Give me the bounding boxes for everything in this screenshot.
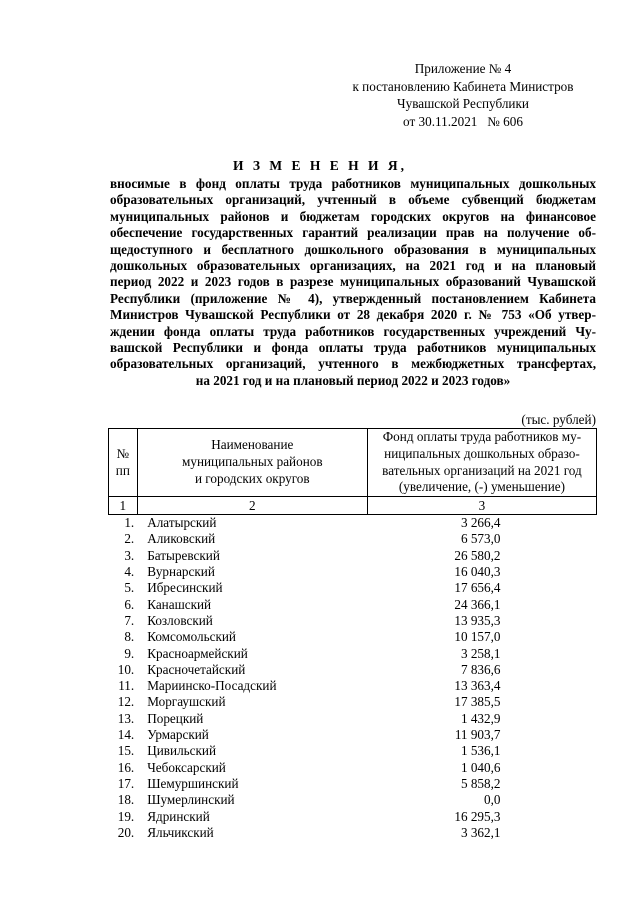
subtitle-line: период 2022 и 2023 годов в разрезе муниципальных образований Чувашской xyxy=(110,274,596,290)
table-row xyxy=(109,792,597,808)
municipality-name: Ядринский xyxy=(147,808,210,824)
municipality-name: Алатырский xyxy=(147,515,217,531)
subtitle-line: ждении фонда оплаты труда работников государственных учреждений Чу- xyxy=(110,323,596,339)
municipality-name: Моргаушский xyxy=(147,694,226,710)
municipality-name: Вурнарский xyxy=(147,564,215,580)
row-number: 4. xyxy=(124,564,135,580)
table-row xyxy=(109,548,597,564)
row-number: 15. xyxy=(117,743,135,759)
subtitle-line: вносимые в фонд оплаты труда работников муниципальных дошкольных xyxy=(110,176,596,191)
table-row xyxy=(109,727,597,743)
payroll-change-value: 3 258,1 xyxy=(460,645,501,661)
unit-label: (тыс. рублей) xyxy=(521,412,596,427)
payroll-change-value: 1 536,1 xyxy=(460,743,501,759)
column-index: 1 xyxy=(109,497,138,515)
subtitle-line: образовательных организаций, учтенный в объеме субвенций бюджетам xyxy=(110,192,596,208)
subtitle-line: на 2021 год и на плановый период 2022 и 2023 годов» xyxy=(195,372,511,388)
document-subtitle xyxy=(110,176,596,389)
municipality-name: Комсомольский xyxy=(147,629,236,645)
table-row xyxy=(109,694,597,710)
subtitle-line: Республики (приложение № 4), утвержденный постановлением Кабинета xyxy=(110,290,596,306)
table-row xyxy=(109,743,597,759)
table-row xyxy=(109,613,597,629)
payroll-change-value: 3 266,4 xyxy=(460,515,501,531)
row-number: 11. xyxy=(118,678,135,694)
column-index: 2 xyxy=(137,497,367,515)
payroll-change-value: 13 363,4 xyxy=(454,678,501,694)
table-row xyxy=(109,580,597,596)
row-number: 9. xyxy=(124,645,135,661)
header-number: № пп xyxy=(109,429,138,497)
subtitle-line: дошкольных образовательных организациях, на 2021 год и на плановый xyxy=(110,258,596,274)
table-row xyxy=(109,597,597,613)
payroll-change-value: 26 580,2 xyxy=(454,547,501,563)
table-row xyxy=(109,711,597,727)
row-number: 6. xyxy=(124,596,135,612)
municipality-name: Чебоксарский xyxy=(147,759,226,775)
table-row xyxy=(109,825,597,841)
row-number: 18. xyxy=(117,792,135,808)
subtitle-line: муниципальных районов и бюджетам городских округов на финансовое xyxy=(110,208,596,224)
municipality-name: Красноармейский xyxy=(147,645,248,661)
row-number: 1. xyxy=(124,515,135,531)
appendix-number: Приложение № 4 xyxy=(414,61,512,76)
payroll-change-value: 1 040,6 xyxy=(460,759,501,775)
municipality-name: Урмарский xyxy=(147,727,209,743)
payroll-change-value: 11 903,7 xyxy=(454,727,501,743)
row-number: 20. xyxy=(117,824,135,840)
appendix-date-number: от 30.11.2021 № 606 xyxy=(403,113,523,129)
municipality-name: Цивильский xyxy=(147,743,217,759)
municipality-name: Ибресинский xyxy=(147,580,223,596)
row-number: 17. xyxy=(117,775,135,791)
municipality-name: Порецкий xyxy=(147,710,204,726)
document-title: И З М Е Н Е Н И Я, xyxy=(232,158,407,173)
table-row xyxy=(109,646,597,662)
appendix-resolution: к постановлению Кабинета Министров xyxy=(352,78,574,94)
payroll-change-value: 5 858,2 xyxy=(460,775,501,791)
funding-table xyxy=(108,428,597,841)
row-number: 16. xyxy=(117,759,135,775)
payroll-change-value: 16 295,3 xyxy=(454,808,501,824)
payroll-change-value: 1 432,9 xyxy=(460,710,501,726)
row-number: 7. xyxy=(124,612,135,628)
payroll-change-value: 6 573,0 xyxy=(460,531,501,547)
municipality-name: Шумерлинский xyxy=(147,792,235,808)
row-number: 10. xyxy=(117,661,135,677)
row-number: 19. xyxy=(117,808,135,824)
payroll-change-value: 3 362,1 xyxy=(460,824,501,840)
table-row xyxy=(109,678,597,694)
payroll-change-value: 0,0 xyxy=(484,792,501,808)
subtitle-line: образовательных организаций, учтенного в межбюджетных трансфертах, xyxy=(110,356,596,372)
municipality-name: Мариинско-Посадский xyxy=(147,678,277,694)
table-row xyxy=(109,776,597,792)
municipality-name: Канашский xyxy=(147,596,212,612)
subtitle-line: обеспечение государственных гарантий реализации прав на получение об- xyxy=(110,225,596,241)
row-number: 12. xyxy=(117,694,135,710)
municipality-name: Яльчикский xyxy=(147,824,214,840)
municipality-name: Батыревский xyxy=(147,547,220,563)
table-row xyxy=(109,809,597,825)
municipality-name: Аликовский xyxy=(147,531,216,547)
table-row xyxy=(109,515,597,532)
row-number: 2. xyxy=(124,531,135,547)
payroll-change-value: 24 366,1 xyxy=(454,596,501,612)
subtitle-line: Министров Чувашской Республики от 28 декабря 2020 г. № 753 «Об утвер- xyxy=(110,307,596,323)
payroll-change-value: 10 157,0 xyxy=(454,629,501,645)
row-number: 14. xyxy=(117,727,135,743)
appendix-republic: Чувашской Республики xyxy=(397,96,529,111)
subtitle-line: щедоступного и бесплатного дошкольного образования в муниципальных xyxy=(110,241,596,257)
table-row xyxy=(109,531,597,547)
payroll-change-value: 17 385,5 xyxy=(454,694,501,710)
row-number: 13. xyxy=(117,710,135,726)
table-row xyxy=(109,564,597,580)
municipality-name: Красночетайский xyxy=(147,661,246,677)
row-number: 3. xyxy=(124,547,135,563)
table-row xyxy=(109,662,597,678)
row-number: 8. xyxy=(124,629,135,645)
header-name: Наименование муниципальных районов и городских округов xyxy=(137,429,367,497)
payroll-change-value: 16 040,3 xyxy=(454,564,501,580)
column-index: 3 xyxy=(367,497,596,515)
table-row xyxy=(109,629,597,645)
column-index-row xyxy=(109,497,597,515)
subtitle-line: вашской Республики и фонда оплаты труда работников муниципальных xyxy=(110,340,596,356)
appendix-reference xyxy=(330,60,596,130)
table-row xyxy=(109,760,597,776)
payroll-change-value: 7 836,6 xyxy=(460,661,501,677)
municipality-name: Козловский xyxy=(147,612,213,628)
row-number: 5. xyxy=(124,580,135,596)
payroll-change-value: 17 656,4 xyxy=(454,580,501,596)
payroll-change-value: 13 935,3 xyxy=(454,612,501,628)
header-value: Фонд оплаты труда работников му- ниципальных дошкольных образо- вательных организаций на 2021 год (увеличение, (-) уменьшение) xyxy=(367,429,596,497)
municipality-name: Шемуршинский xyxy=(147,775,239,791)
